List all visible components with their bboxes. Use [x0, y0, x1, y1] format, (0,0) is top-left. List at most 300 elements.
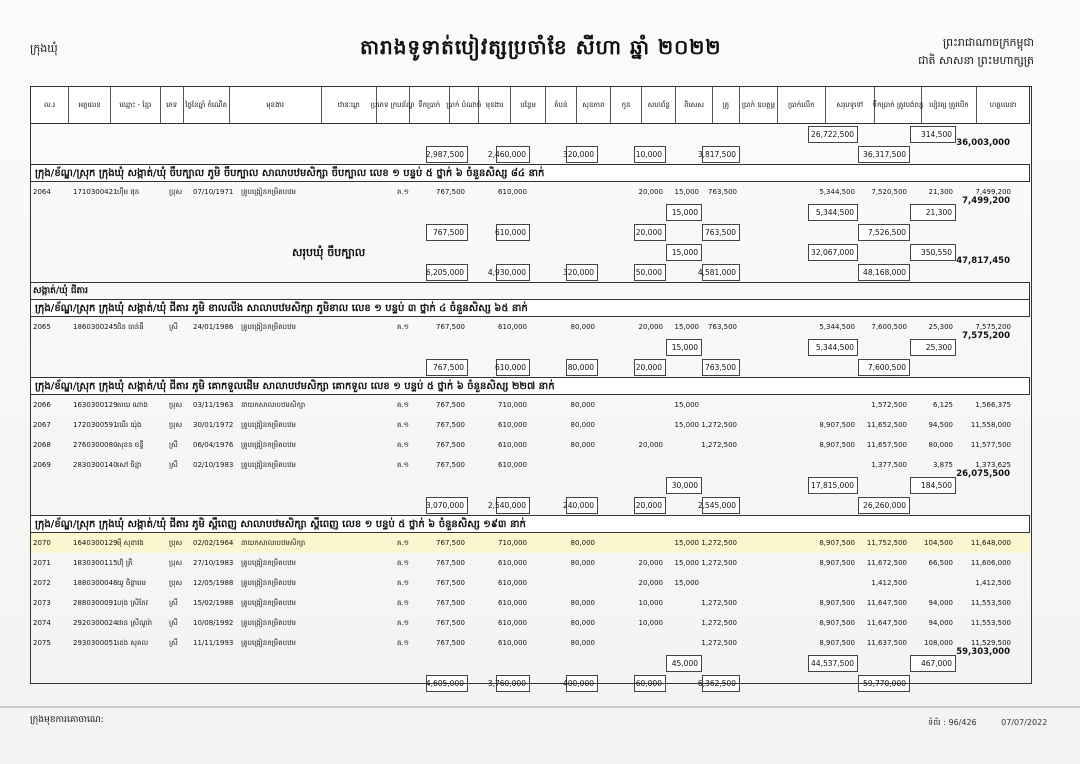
sex-cell: ប្រុស	[169, 401, 183, 409]
section-header: ក្រុង/ខ័ណ្ឌ/ស្រុក ក្រុងឃុំ សង្កាត់/ឃុំ ជីតារ ភូមិ គោកទួលដើម សាលាបឋមសិក្សា គោកទួល លេខ ១ បន្ទប់ ៥ ថ្នាក់ ៦ ចំនួនសិស្ស ២២៧ នាក់	[30, 377, 1030, 395]
commune-net1: 32,067,000	[808, 244, 858, 261]
top-net1: 26,722,500	[808, 126, 858, 143]
pay-cell: 11,648,000	[970, 539, 1011, 547]
grade-cell: គ.១	[397, 539, 409, 547]
tax-cell: 94,000	[928, 599, 953, 607]
column-header: ហត្ថលេខា	[989, 100, 1017, 109]
payroll-table	[30, 86, 1030, 693]
table-row	[30, 435, 1030, 455]
no-cell: 2073	[33, 599, 51, 607]
fn-cell: 610,000	[498, 188, 527, 196]
no-cell: 2068	[33, 441, 51, 449]
role-cell: គ្រូបង្រៀនកម្រិតបឋម	[241, 461, 296, 469]
sex-cell: ស្រី	[169, 619, 178, 627]
union-cell: 763,500	[708, 188, 737, 196]
add-cell: 80,000	[570, 421, 595, 429]
tax-cell: 25,300	[928, 323, 953, 331]
child-cell: 15,000	[674, 539, 699, 547]
health-cell: 20,000	[638, 188, 663, 196]
pay-cell: 11,606,000	[970, 559, 1011, 567]
subtotal-total: 26,260,000	[858, 497, 910, 514]
pay-cell: 11,577,500	[970, 441, 1011, 449]
footer-right	[928, 717, 1047, 729]
total-cell: 11,672,500	[866, 559, 907, 567]
tax-cell: 80,000	[928, 441, 953, 449]
subtotal-total: 7,526,500	[858, 224, 910, 241]
table-row	[30, 182, 1030, 202]
grade-cell: គ.១	[397, 461, 409, 469]
subtotal-net1: 17,815,000	[808, 477, 858, 494]
subtotal-tax: 184,500	[910, 477, 956, 494]
health-cell: 20,000	[638, 441, 663, 449]
sex-cell: ស្រី	[169, 639, 178, 647]
subtotal-child: 15,000	[666, 339, 702, 356]
top-total-row-1	[30, 124, 1030, 144]
table-row	[30, 613, 1030, 633]
net1-cell: 8,907,500	[819, 639, 855, 647]
table-body	[30, 124, 1030, 693]
footer-divider	[0, 706, 1080, 708]
top-health: 10,000	[634, 146, 666, 163]
subtotal-union: 6,362,500	[702, 675, 740, 692]
subtotal-union: 763,500	[702, 359, 740, 376]
add-cell: 80,000	[570, 539, 595, 547]
subtotal-net1: 44,537,500	[808, 655, 858, 672]
column-header: ទឹកប្រាក់ ត្រូវបង់ពន្ធ	[875, 87, 922, 123]
subtotal-fn: 3,760,000	[496, 675, 530, 692]
add-cell: 80,000	[570, 559, 595, 567]
dob-cell: 15/02/1988	[193, 599, 234, 607]
top-union: 3,817,500	[702, 146, 740, 163]
column-header: គ្រូ	[713, 87, 740, 123]
column-header: កូន	[611, 87, 642, 123]
commune-base: 6,205,000	[426, 264, 468, 281]
subtotal-fn: 2,540,000	[496, 497, 530, 514]
health-cell: 20,000	[638, 579, 663, 587]
subtotal-total: 7,600,500	[858, 359, 910, 376]
no-cell: 2070	[33, 539, 51, 547]
top-add: 320,000	[566, 146, 598, 163]
grade-cell: គ.១	[397, 639, 409, 647]
union-cell: 1,272,500	[701, 639, 737, 647]
health-cell: 20,000	[638, 323, 663, 331]
name-cell: គាយ ណាង	[117, 401, 148, 409]
grade-cell: គ.១	[397, 323, 409, 331]
union-cell: 1,272,500	[701, 619, 737, 627]
header-right	[918, 34, 1034, 70]
id-cell: 2920300024	[73, 619, 118, 627]
commune-health: 50,000	[634, 264, 666, 281]
no-cell: 2067	[33, 421, 51, 429]
add-cell: 80,000	[570, 599, 595, 607]
base-cell: 767,500	[436, 539, 465, 547]
grade-cell: គ.១	[397, 421, 409, 429]
dob-cell: 27/10/1983	[193, 559, 234, 567]
net1-cell: 8,907,500	[819, 441, 855, 449]
subtotal-fn: 610,000	[496, 224, 530, 241]
top-total-row-2	[30, 138, 1030, 164]
net1-cell: 8,907,500	[819, 539, 855, 547]
commune-subtotal-1	[30, 242, 1030, 262]
sex-cell: ស្រី	[169, 461, 178, 469]
pay-cell: 11,553,500	[970, 599, 1011, 607]
dob-cell: 07/10/1971	[193, 188, 234, 196]
table-header	[30, 86, 1030, 124]
column-header: ថ្ងៃខែឆ្នាំ កំណើត	[184, 87, 230, 123]
role-cell: គ្រូបង្រៀនកម្រិតបឋម	[241, 579, 296, 587]
net1-cell: 8,907,500	[819, 421, 855, 429]
dob-cell: 24/01/1986	[193, 323, 234, 331]
child-cell: 15,000	[674, 559, 699, 567]
column-header: ប្រាក់ ឧបត្ថម្ភ	[740, 87, 778, 123]
column-header: សុខភាព	[577, 87, 612, 123]
no-cell: 2064	[33, 188, 51, 196]
add-cell: 80,000	[570, 441, 595, 449]
fn-cell: 610,000	[498, 323, 527, 331]
top-grand: 36,003,000	[956, 138, 1010, 148]
subtotal-child: 30,000	[666, 477, 702, 494]
role-cell: គ្រូបង្រៀនកម្រិតបឋម	[241, 323, 296, 331]
table-row	[30, 455, 1030, 475]
base-cell: 767,500	[436, 323, 465, 331]
tax-cell: 104,500	[924, 539, 953, 547]
role-cell: គ្រូបង្រៀនកម្រិតបឋម	[241, 599, 296, 607]
column-header: បៀវត្ស ត្រូវបើក	[922, 87, 977, 123]
pay-cell: 1,373,625	[975, 461, 1011, 469]
column-header: ទឹកប្រាក់	[410, 87, 450, 123]
subtotal-row-1	[30, 202, 1030, 222]
column-header: ប្រាក់លើក	[778, 87, 826, 123]
no-cell: 2072	[33, 579, 51, 587]
grand-pay: 7,575,200	[962, 331, 1010, 341]
pay-cell: 7,499,200	[975, 188, 1011, 196]
column-header: សហព័ន្ធ	[642, 87, 677, 123]
print-date: 07/07/2022	[1001, 718, 1048, 727]
net1-cell: 8,907,500	[819, 599, 855, 607]
column-header: ប្រភេទ ក្របខ័ណ្ឌ	[377, 87, 410, 123]
footer-left: ក្រុងមុខការគោចាណេ:	[30, 715, 104, 725]
tax-cell: 108,000	[924, 639, 953, 647]
name-cell: សុខន ចន្ទី	[117, 441, 144, 449]
id-cell: 2760300080	[73, 441, 118, 449]
grade-cell: គ.១	[397, 619, 409, 627]
dob-cell: 11/11/1993	[193, 639, 234, 647]
total-cell: 7,520,500	[871, 188, 907, 196]
commune-tax: 350,550	[910, 244, 956, 261]
add-cell: 80,000	[570, 639, 595, 647]
subtotal-net1: 5,344,500	[808, 339, 858, 356]
subtotal-tax: 21,300	[910, 204, 956, 221]
base-cell: 767,500	[436, 421, 465, 429]
no-cell: 2069	[33, 461, 51, 469]
subtotal-tax: 25,300	[910, 339, 956, 356]
total-cell: 11,752,500	[866, 539, 907, 547]
column-header: មុខងារ	[230, 87, 322, 123]
column-header: ឈ្មោះ - ខ្មែរ	[111, 87, 160, 123]
grade-cell: គ.១	[397, 441, 409, 449]
child-cell: 15,000	[674, 188, 699, 196]
name-cell: ហ៊ឹម ផុន	[117, 188, 140, 196]
subtotal-base: 4,605,000	[426, 675, 468, 692]
add-cell: 80,000	[570, 401, 595, 409]
commune-child: 15,000	[666, 244, 702, 261]
commune-add: 320,000	[566, 264, 598, 281]
grade-cell: គ.១	[397, 599, 409, 607]
role-cell: នាយកសាលាបឋមសិក្សា	[241, 539, 306, 547]
fn-cell: 710,000	[498, 539, 527, 547]
id-cell: 1830300115	[73, 559, 118, 567]
health-cell: 10,000	[638, 599, 663, 607]
commune-subtotal-2	[30, 256, 1030, 282]
subtotal-fn: 610,000	[496, 359, 530, 376]
table-row	[30, 573, 1030, 593]
column-header: ភេទ	[161, 87, 184, 123]
column-header: ពិសេស	[676, 87, 712, 123]
fn-cell: 610,000	[498, 441, 527, 449]
sex-cell: ប្រុស	[169, 188, 183, 196]
fn-cell: 610,000	[498, 461, 527, 469]
dob-cell: 02/02/1964	[193, 539, 234, 547]
subtotal-add: 80,000	[566, 359, 598, 376]
dob-cell: 02/10/1983	[193, 461, 234, 469]
id-cell: 2880300091	[73, 599, 118, 607]
no-cell: 2074	[33, 619, 51, 627]
subtotal-union: 763,500	[702, 224, 740, 241]
subtotal-row-1	[30, 653, 1030, 673]
role-cell: គ្រូបង្រៀនកម្រិតបឋម	[241, 639, 296, 647]
union-cell: 763,500	[708, 323, 737, 331]
id-cell: 1720300591	[73, 421, 118, 429]
dob-cell: 10/08/1992	[193, 619, 234, 627]
commune-subtotal-label: សរុបឃុំ ចឹបក្បាល	[292, 246, 366, 259]
section-header: ក្រុង/ខ័ណ្ឌ/ស្រុក ក្រុងឃុំ សង្កាត់/ឃុំ ជីតារ ភូមិ ស្ពឺពេញ សាលាបឋមសិក្សា ស្ពឺពេញ លេខ ១ បន្ទប់ ៥ ថ្នាក់ ៦ ចំនួនសិស្ស ១៩៣ នាក់	[30, 515, 1030, 533]
column-header: ឋានៈឃ្លា	[322, 87, 377, 123]
subtotal-add: 400,000	[566, 675, 598, 692]
page-title: តារាងទូទាត់បៀវត្សប្រចាំខែ សីហា ឆ្នាំ ២០២២	[360, 35, 722, 59]
base-cell: 767,500	[436, 461, 465, 469]
net1-cell: 8,907,500	[819, 559, 855, 567]
top-tax: 314,500	[910, 126, 956, 143]
page-number: ទំព័រ : 96/426	[928, 718, 977, 727]
table-row	[30, 533, 1030, 553]
sex-cell: ប្រុស	[169, 421, 183, 429]
table-row	[30, 317, 1030, 337]
no-cell: 2066	[33, 401, 51, 409]
fn-cell: 610,000	[498, 559, 527, 567]
tax-cell: 94,500	[928, 421, 953, 429]
column-header: អត្តលេខ	[69, 87, 111, 123]
total-cell: 1,572,500	[871, 401, 907, 409]
child-cell: 15,000	[674, 421, 699, 429]
no-cell: 2075	[33, 639, 51, 647]
tax-cell: 21,300	[928, 188, 953, 196]
subtotal-health: 60,000	[634, 675, 666, 692]
id-cell: 2930300051	[73, 639, 118, 647]
sex-cell: ប្រុស	[169, 559, 183, 567]
column-header: ល.រ	[31, 87, 69, 123]
base-cell: 767,500	[436, 599, 465, 607]
grand-pay: 59,303,000	[956, 647, 1010, 657]
table-row	[30, 593, 1030, 613]
total-cell: 11,652,500	[866, 421, 907, 429]
subtotal-tax: 467,000	[910, 655, 956, 672]
role-cell: គ្រូបង្រៀនកម្រិតបឋម	[241, 619, 296, 627]
subtotal-health: 20,000	[634, 224, 666, 241]
total-cell: 11,657,500	[866, 441, 907, 449]
commune-fn: 4,930,000	[496, 264, 530, 281]
column-header: តំបន់	[546, 87, 577, 123]
commune-total: 48,168,000	[858, 264, 910, 281]
sex-cell: ស្រី	[169, 599, 178, 607]
role-cell: គ្រូបង្រៀនកម្រិតបឋម	[241, 441, 296, 449]
fn-cell: 610,000	[498, 599, 527, 607]
pay-cell: 1,412,500	[975, 579, 1011, 587]
pay-cell: 11,529,500	[970, 639, 1011, 647]
fn-cell: 610,000	[498, 579, 527, 587]
base-cell: 767,500	[436, 559, 465, 567]
role-cell: គ្រូបង្រៀនកម្រិតបឋម	[241, 188, 296, 196]
pay-cell: 11,558,000	[970, 421, 1011, 429]
grade-cell: គ.១	[397, 401, 409, 409]
subtotal-row-1	[30, 337, 1030, 357]
no-cell: 2071	[33, 559, 51, 567]
add-cell: 80,000	[570, 323, 595, 331]
top-base: 2,987,500	[426, 146, 468, 163]
role-cell: គ្រូបង្រៀនកម្រិតបឋម	[241, 559, 296, 567]
tax-cell: 3,875	[932, 461, 953, 469]
dob-cell: 06/04/1976	[193, 441, 234, 449]
base-cell: 767,500	[436, 188, 465, 196]
section-header: ក្រុង/ខ័ណ្ឌ/ស្រុក ក្រុងឃុំ សង្កាត់/ឃុំ ជីតារ ភូមិ ខាលលីង សាលាបឋមសិក្សា ភូមិខាល លេខ ១ បន្ទប់ ៣ ថ្នាក់ ៤ ចំនួនសិស្ស ៦៥ នាក់	[30, 299, 1030, 317]
pay-cell: 7,575,200	[975, 323, 1011, 331]
id-cell: 1630300129	[73, 401, 118, 409]
table-row	[30, 553, 1030, 573]
base-cell: 767,500	[436, 579, 465, 587]
commune-pay: 47,817,450	[956, 256, 1010, 266]
union-cell: 1,272,500	[701, 539, 737, 547]
net1-cell: 5,344,500	[819, 188, 855, 196]
name-cell: សៅ ចិន្តា	[117, 461, 142, 469]
subtotal-child: 45,000	[666, 655, 702, 672]
add-cell: 80,000	[570, 619, 595, 627]
total-cell: 1,377,500	[871, 461, 907, 469]
union-cell: 1,272,500	[701, 599, 737, 607]
column-header: មុខងារ	[479, 87, 512, 123]
name-cell: ជាន ស្រីណូរ៉ា	[117, 619, 153, 627]
commune-union: 4,581,000	[702, 264, 740, 281]
sex-cell: ប្រុស	[169, 539, 183, 547]
dob-cell: 30/01/1972	[193, 421, 234, 429]
net1-cell: 8,907,500	[819, 619, 855, 627]
id-cell: 1880300046	[73, 579, 118, 587]
total-cell: 1,412,500	[871, 579, 907, 587]
child-cell: 15,000	[674, 323, 699, 331]
base-cell: 767,500	[436, 441, 465, 449]
subtotal-row-1	[30, 475, 1030, 495]
subtotal-health: 20,000	[634, 359, 666, 376]
total-cell: 11,647,500	[866, 599, 907, 607]
top-total: 36,317,500	[858, 146, 910, 163]
tax-cell: 6,125	[932, 401, 953, 409]
tax-cell: 94,000	[928, 619, 953, 627]
pay-cell: 11,553,500	[970, 619, 1011, 627]
table-row	[30, 415, 1030, 435]
grade-cell: គ.១	[397, 188, 409, 196]
table-row	[30, 395, 1030, 415]
commune-label: សង្កាត់/ឃុំ ជីតារ	[30, 282, 1030, 299]
name-cell: ខេង សុគល	[117, 639, 149, 647]
dob-cell: 12/05/1988	[193, 579, 234, 587]
total-cell: 7,600,500	[871, 323, 907, 331]
id-cell: 2830300140	[73, 461, 118, 469]
sex-cell: ស្រី	[169, 441, 178, 449]
union-cell: 1,272,500	[701, 441, 737, 449]
subtotal-add: 240,000	[566, 497, 598, 514]
table-row	[30, 633, 1030, 653]
union-cell: 1,272,500	[701, 421, 737, 429]
fn-cell: 610,000	[498, 421, 527, 429]
name-cell: ហ៊ុំ ត្រី	[117, 559, 133, 567]
child-cell: 15,000	[674, 579, 699, 587]
top-fn: 2,460,000	[496, 146, 530, 163]
union-cell: 1,272,500	[701, 559, 737, 567]
grand-pay: 26,075,500	[956, 469, 1010, 479]
fn-cell: 610,000	[498, 619, 527, 627]
id-cell: 1860300245	[73, 323, 118, 331]
kingdom-line: ព្រះរាជាណាចក្រកម្ពុជា	[942, 36, 1034, 49]
base-cell: 767,500	[436, 639, 465, 647]
subtotal-total: 59,770,000	[858, 675, 910, 692]
header-left: ក្រុងឃុំ	[30, 42, 58, 55]
sex-cell: ស្រី	[169, 323, 178, 331]
column-header: ប្រាក់ បំណាច់	[450, 87, 479, 123]
subtotal-base: 3,070,000	[426, 497, 468, 514]
no-cell: 2065	[33, 323, 51, 331]
total-cell: 11,647,500	[866, 619, 907, 627]
role-cell: នាយកសាលាបឋមសិក្សា	[241, 401, 306, 409]
subtotal-base: 767,500	[426, 359, 468, 376]
subtotal-base: 767,500	[426, 224, 468, 241]
column-header: បន្ថែម	[511, 87, 546, 123]
name-cell: ឃើរ យ៉ុង	[117, 421, 142, 429]
grade-cell: គ.១	[397, 559, 409, 567]
name-cell: យូ ចិន្ដារេម	[117, 579, 146, 587]
fn-cell: 610,000	[498, 639, 527, 647]
subtotal-child: 15,000	[666, 204, 702, 221]
grade-cell: គ.១	[397, 579, 409, 587]
dob-cell: 03/11/1963	[193, 401, 234, 409]
grand-pay: 7,499,200	[962, 196, 1010, 206]
pay-cell: 1,566,375	[975, 401, 1011, 409]
role-cell: គ្រូបង្រៀនកម្រិតបឋម	[241, 421, 296, 429]
id-cell: 1710300421	[73, 188, 118, 196]
section-header: ក្រុង/ខ័ណ្ឌ/ស្រុក ក្រុងឃុំ សង្កាត់/ឃុំ ចឹបក្បាល ភូមិ ចឹបក្បាល សាលាបឋមសិក្សា ចឹបក្បាល លេខ ១ បន្ទប់ ៥ ថ្នាក់ ៦ ចំនួនសិស្ស ៨៤ នាក់	[30, 164, 1030, 182]
base-cell: 767,500	[436, 401, 465, 409]
column-header: សរុបទូទៅ	[826, 87, 875, 123]
base-cell: 767,500	[436, 619, 465, 627]
health-cell: 10,000	[638, 619, 663, 627]
name-cell: ម៉ី សុខាវង	[117, 539, 144, 547]
subtotal-health: 20,000	[634, 497, 666, 514]
total-cell: 11,637,500	[866, 639, 907, 647]
sex-cell: ប្រុស	[169, 579, 183, 587]
tax-cell: 66,500	[928, 559, 953, 567]
motto-line: ជាតិ សាសនា ព្រះមហាក្សត្រ	[918, 54, 1034, 67]
subtotal-union: 2,545,000	[702, 497, 740, 514]
health-cell: 20,000	[638, 559, 663, 567]
net1-cell: 5,344,500	[819, 323, 855, 331]
fn-cell: 710,000	[498, 401, 527, 409]
